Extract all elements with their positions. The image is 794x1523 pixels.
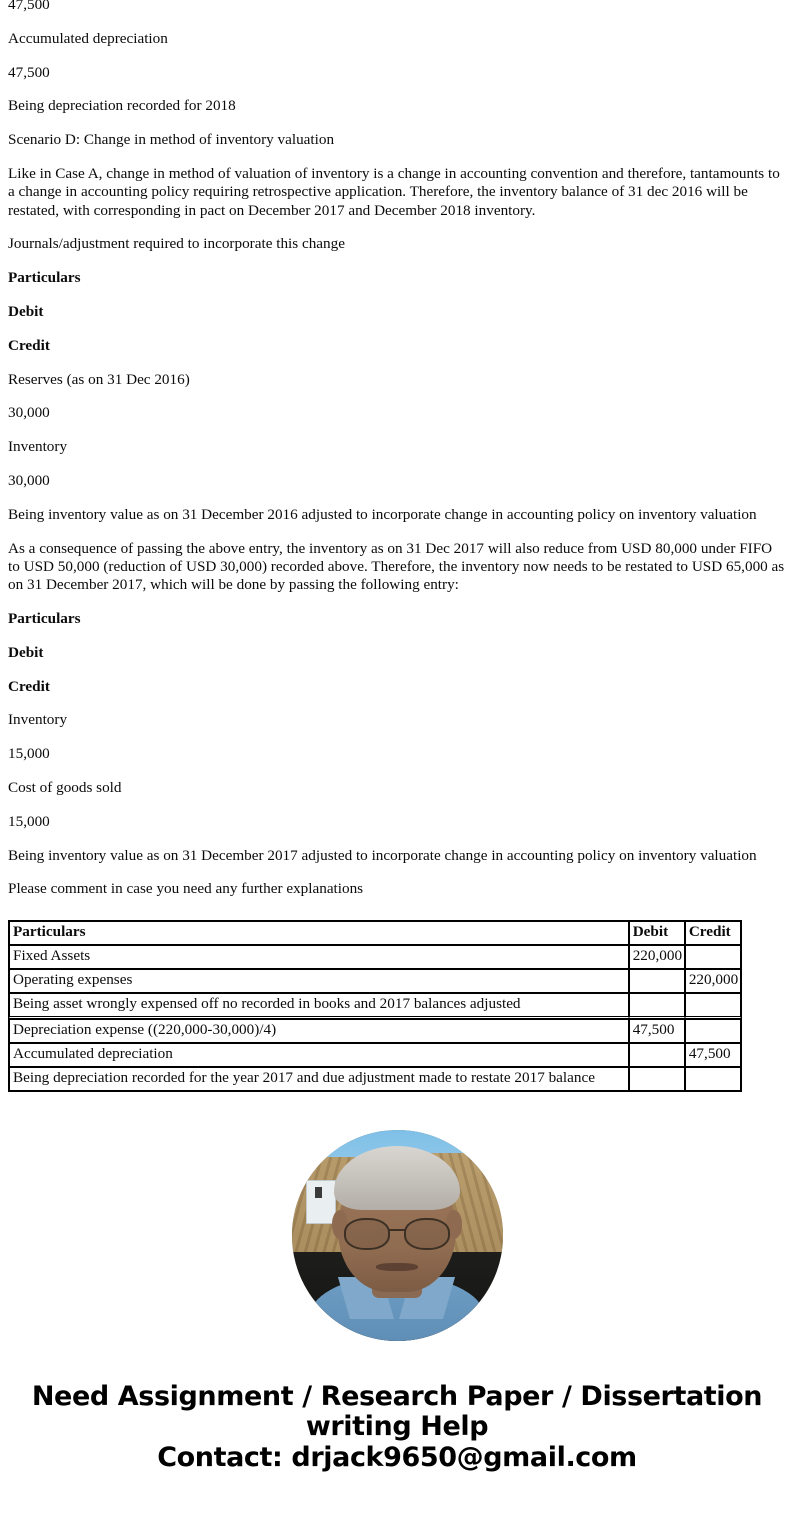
- paragraph: 15,000: [8, 812, 50, 830]
- profile-photo-block: [8, 1130, 786, 1341]
- promo-banner: [8, 1382, 786, 1473]
- closing-note: Please comment in case you need any further explanations: [8, 880, 364, 898]
- label-debit: Debit: [8, 302, 44, 320]
- paragraph: 30,000: [8, 471, 50, 489]
- paragraph: 47,500: [8, 63, 50, 81]
- paragraph: Like in Case A, change in method of valuation of inventory is a change in accounting convention and therefore, tantamounts to a change in accounting policy requiring retrospective application. Therefore, the inventory balance of 31 dec 2016 will be restated, with corresponding in pact on December 2017 and December 2018 inventory.: [8, 164, 780, 219]
- table-row: [9, 1019, 741, 1043]
- cell-particulars: Fixed Assets: [9, 945, 629, 969]
- paragraph: Accumulated depreciation: [8, 29, 168, 47]
- cell-credit: [685, 1019, 741, 1043]
- paragraph: Being depreciation recorded for 2018: [8, 97, 236, 115]
- table-header-particulars: Particulars: [9, 921, 629, 945]
- photo-mouth: [376, 1263, 418, 1271]
- label-particulars: Particulars: [8, 609, 81, 627]
- photo-eyeglasses-bridge: [389, 1229, 406, 1231]
- cell-debit: [629, 1043, 685, 1067]
- table-row: [9, 1043, 741, 1067]
- paragraph: Journals/adjustment required to incorporate this change: [8, 235, 345, 253]
- promo-line-2: Contact: drjack9650@gmail.com: [157, 1441, 637, 1473]
- table-header-debit: Debit: [629, 921, 685, 945]
- cell-particulars: Operating expenses: [9, 969, 629, 993]
- paragraph: As a consequence of passing the above entry, the inventory as on 31 Dec 2017 will also reduce from USD 80,000 under FIFO to USD 50,000 (reduction of USD 30,000) recorded above. Therefore, the inventory now needs to be restated to USD 65,000 as on 31 December 2017, which will be done by passing the following entry:: [8, 539, 785, 594]
- cell-debit: 47,500: [629, 1019, 685, 1043]
- table-header-row: [9, 921, 741, 945]
- table-header-credit: Credit: [685, 921, 741, 945]
- paragraph: 15,000: [8, 745, 50, 763]
- photo-background-switch-plate: [306, 1180, 335, 1224]
- cell-debit: 220,000: [629, 945, 685, 969]
- label-particulars: Particulars: [8, 269, 81, 287]
- paragraph: Cost of goods sold: [8, 778, 122, 796]
- table-row: [9, 969, 741, 993]
- cell-particulars: Depreciation expense ((220,000-30,000)/4): [9, 1019, 629, 1043]
- promo-line-1: Need Assignment / Research Paper / Dissertation writing Help: [31, 1380, 763, 1442]
- label-credit: Credit: [8, 336, 50, 354]
- cell-credit: [685, 945, 741, 969]
- cell-credit: [685, 1067, 741, 1091]
- table-row: [9, 945, 741, 969]
- paragraph: Inventory: [8, 438, 68, 456]
- cell-credit: 220,000: [685, 969, 741, 993]
- paragraph: 30,000: [8, 404, 50, 422]
- cell-particulars: Accumulated depreciation: [9, 1043, 629, 1067]
- cell-credit: [685, 993, 741, 1019]
- cell-credit: 47,500: [685, 1043, 741, 1067]
- paragraph: Reserves (as on 31 Dec 2016): [8, 370, 190, 388]
- journal-entry-table-wrapper: [8, 920, 786, 1092]
- table-row: [9, 1067, 741, 1091]
- cell-debit: [629, 969, 685, 993]
- table-row: [9, 993, 741, 1019]
- scenario-heading: Scenario D: Change in method of inventory valuation: [8, 131, 335, 149]
- paragraph: Inventory: [8, 711, 68, 729]
- paragraph: Being inventory value as on 31 December 2016 adjusted to incorporate change in accounting policy on inventory valuation: [8, 505, 757, 523]
- photo-eyeglasses-left-lens: [344, 1218, 390, 1249]
- label-credit: Credit: [8, 677, 50, 695]
- text-blocks: [8, 0, 786, 899]
- paragraph: 47,500: [8, 0, 50, 13]
- avatar: [292, 1130, 503, 1341]
- journal-entry-table: [8, 920, 742, 1092]
- cell-particulars: Being depreciation recorded for the year 2017 and due adjustment made to restate 2017 balance: [9, 1067, 629, 1091]
- cell-debit: [629, 993, 685, 1019]
- label-debit: Debit: [8, 643, 44, 661]
- cell-particulars: Being asset wrongly expensed off no recorded in books and 2017 balances adjusted: [9, 993, 629, 1019]
- paragraph: Being inventory value as on 31 December 2017 adjusted to incorporate change in accounting policy on inventory valuation: [8, 846, 757, 864]
- photo-eyeglasses-right-lens: [404, 1218, 450, 1249]
- cell-debit: [629, 1067, 685, 1091]
